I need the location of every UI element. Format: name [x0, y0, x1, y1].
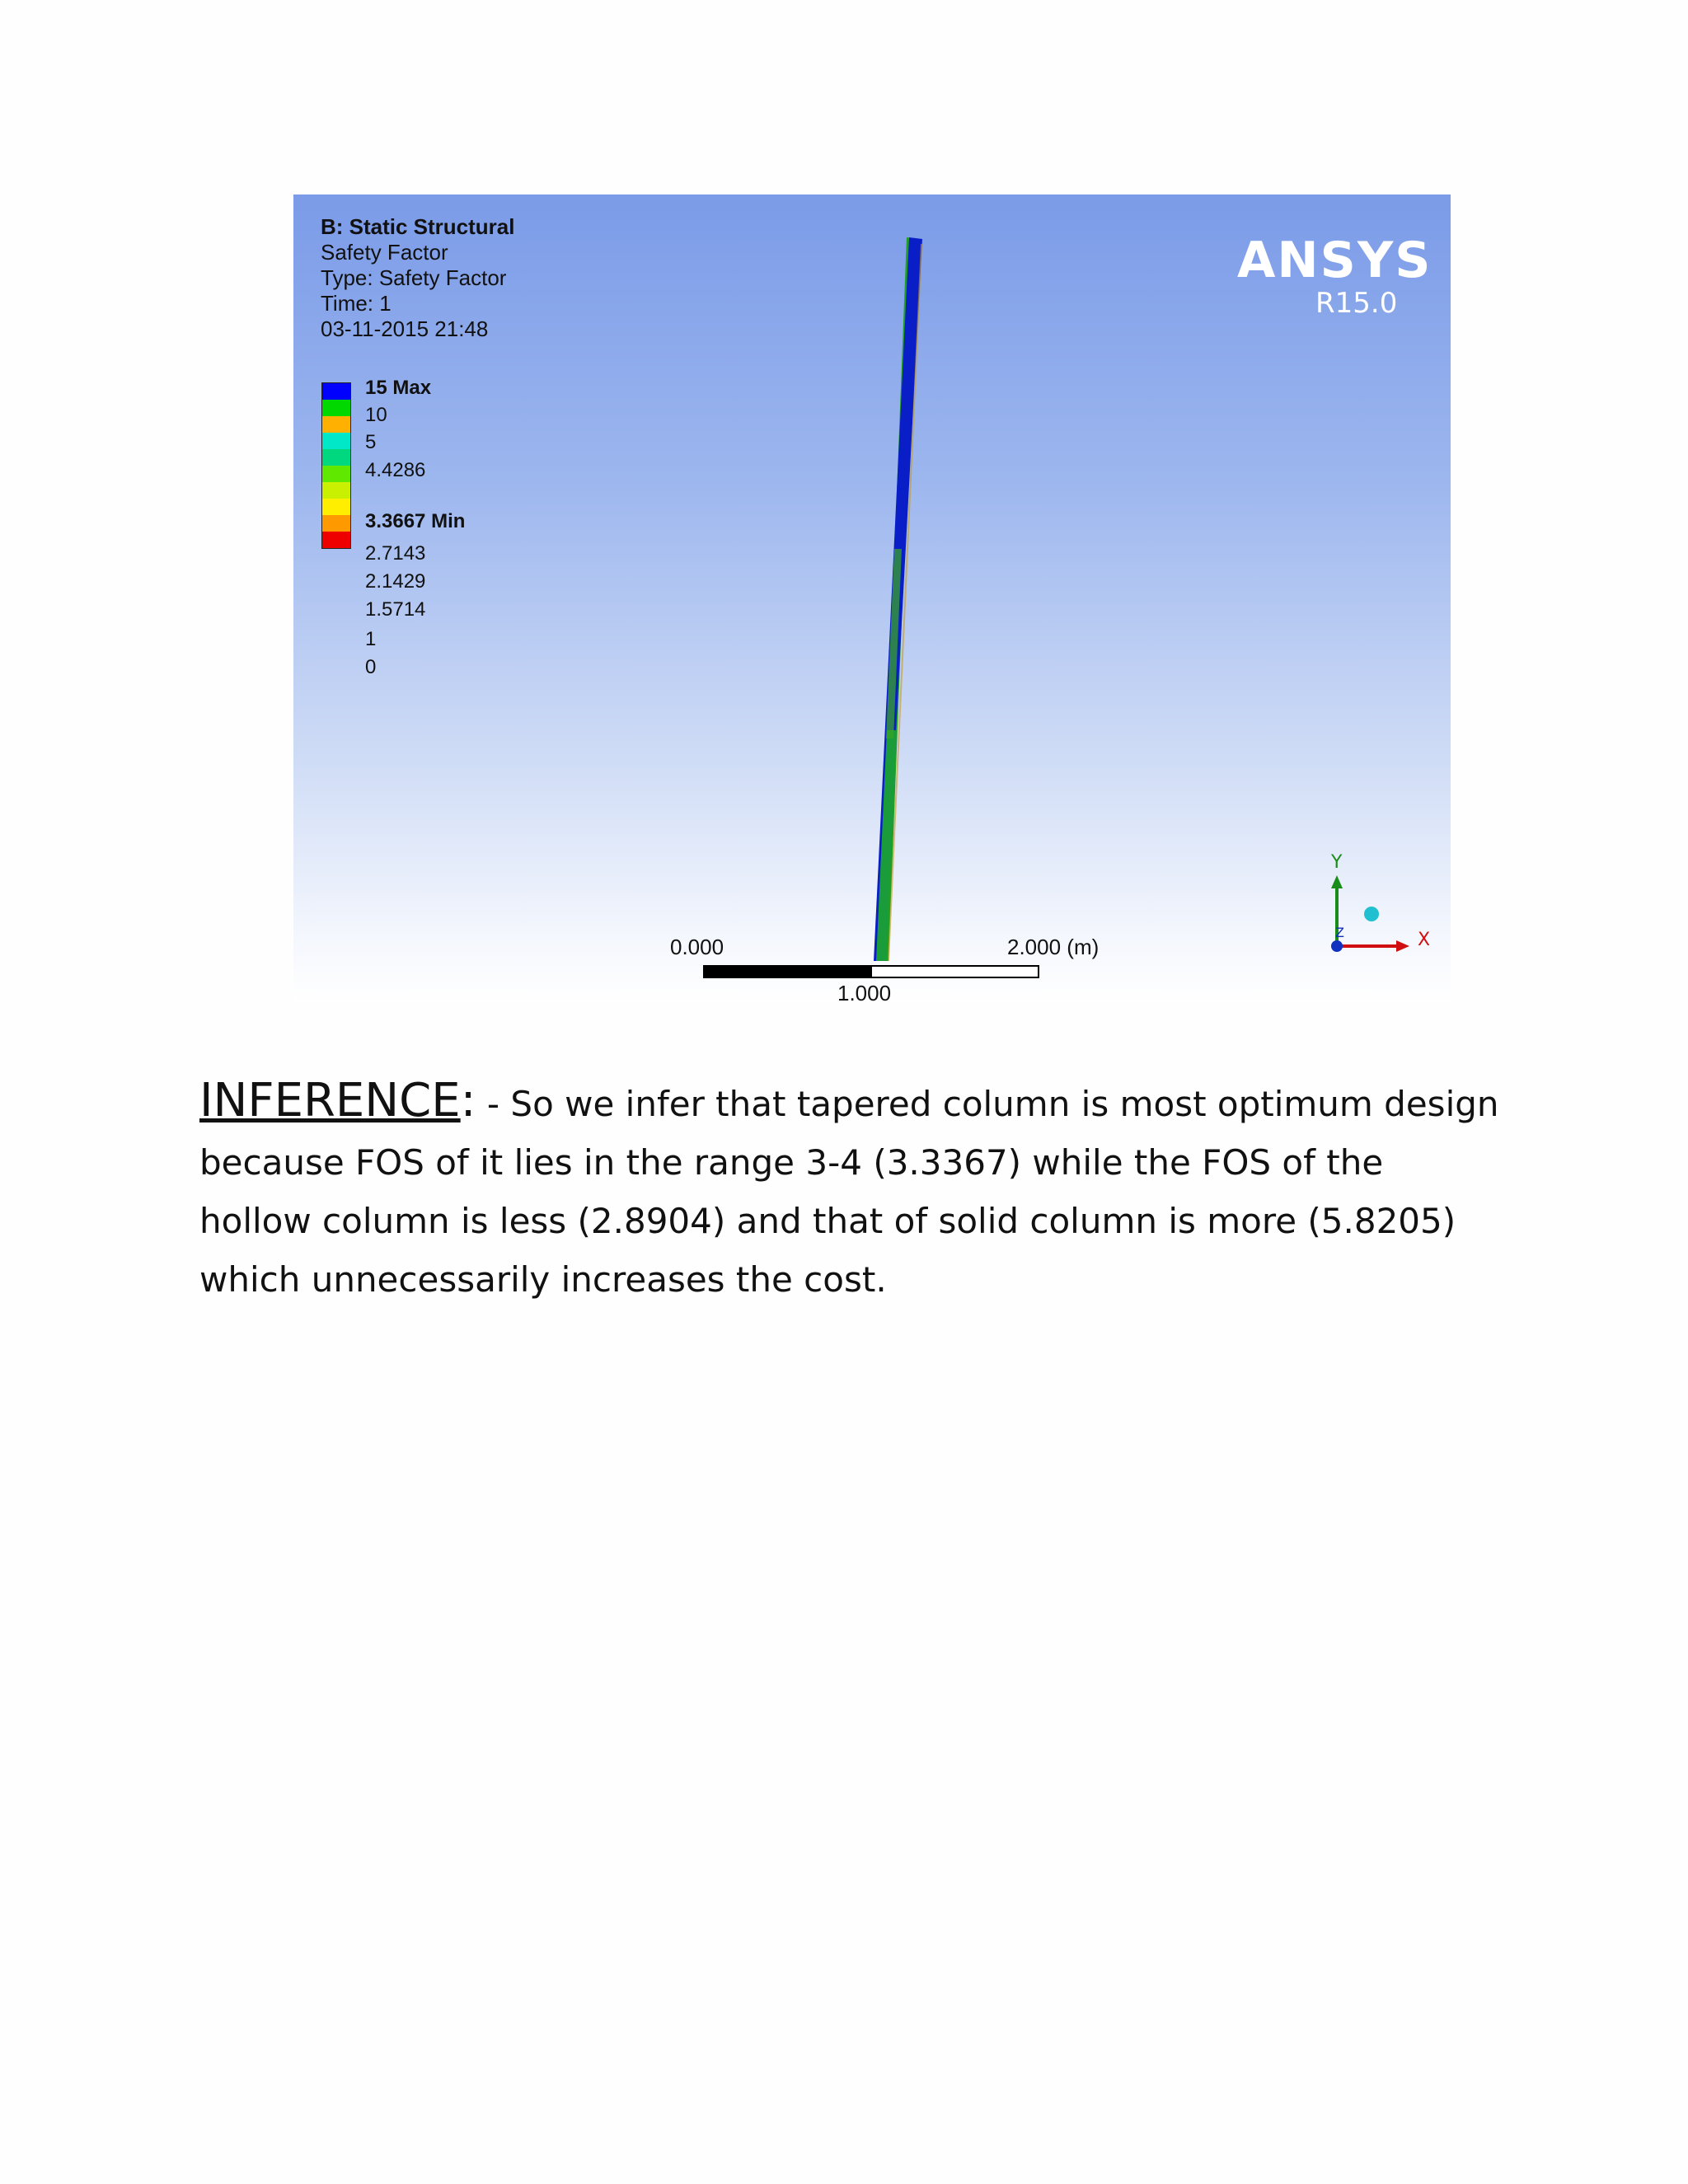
result-time: Time: 1 — [321, 291, 392, 316]
scale-end-label: 2.000 (m) — [1007, 935, 1100, 959]
result-date: 03-11-2015 21:48 — [321, 316, 489, 341]
ansys-result-figure — [293, 194, 1451, 1002]
result-name: Safety Factor — [321, 240, 448, 265]
legend-label: 1 — [365, 628, 377, 650]
legend-label: 5 — [365, 431, 377, 453]
scale-bar-filled — [703, 965, 871, 978]
legend-label: 15 Max — [365, 377, 432, 399]
ansys-version: R15.0 — [1315, 287, 1398, 320]
legend-label: 2.1429 — [365, 570, 426, 593]
legend-label: 3.3667 Min — [365, 510, 466, 532]
legend-label: 2.7143 — [365, 542, 426, 565]
z-axis-origin — [1331, 940, 1343, 952]
legend-label: 1.5714 — [365, 598, 426, 621]
result-type: Type: Safety Factor — [321, 265, 507, 290]
analysis-title: B: Static Structural — [321, 214, 515, 239]
x-axis-arrow — [1396, 940, 1409, 952]
inference-paragraph — [199, 1071, 1502, 1309]
scale-start-label: 0.000 — [670, 935, 724, 959]
y-axis-arrow — [1331, 875, 1343, 888]
ansys-logo: ANSYS — [1237, 232, 1432, 289]
inference-heading: INFERENCE — [199, 1074, 461, 1127]
y-axis-label: Y — [1331, 852, 1343, 873]
inference-colon: : — [460, 1074, 476, 1127]
scale-bar-empty — [871, 966, 1039, 977]
x-axis-label: X — [1418, 930, 1431, 950]
legend-label: 10 — [365, 404, 387, 426]
z-axis-label: Z — [1335, 925, 1344, 940]
inference-text: - So we infer that tapered column is most optimum design because FOS of it lies in the range 3-4 (3.3367) while the FOS of the hollow column is less (2.8904) and that of solid column is more (5.8205) which unnecessarily increases the cost. — [199, 1084, 1499, 1300]
view-orientation-dot — [1364, 907, 1379, 921]
scale-mid-label: 1.000 — [837, 981, 892, 1002]
column-model — [293, 194, 1451, 1002]
legend-label: 4.4286 — [365, 459, 426, 481]
legend-label: 0 — [365, 656, 377, 678]
